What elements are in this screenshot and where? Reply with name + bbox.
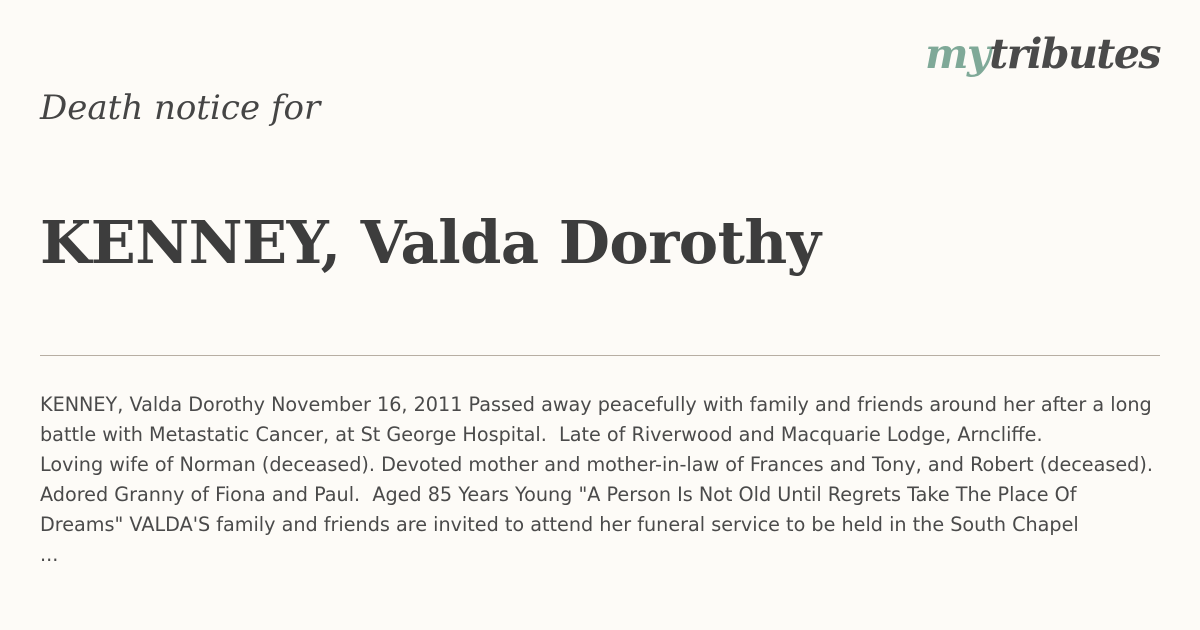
mytributes-logo[interactable]	[925, 30, 1160, 78]
notice-line: Dreams" VALDA'S family and friends are invited to attend her funeral service to be held in the South Chapel	[40, 513, 1079, 536]
logo-tributes-text: tributes	[989, 30, 1160, 78]
notice-body	[40, 390, 1200, 580]
notice-line: battle with Metastatic Cancer, at St George Hospital. Late of Riverwood and Macquarie Lodge, Arncliffe.	[40, 423, 1043, 446]
death-notice-kicker: Death notice for	[40, 88, 321, 128]
divider	[40, 355, 1160, 356]
notice-line: KENNEY, Valda Dorothy November 16, 2011 Passed away peacefully with family and friends around her after a long	[40, 393, 1152, 416]
notice-line: Loving wife of Norman (deceased). Devoted mother and mother-in-law of Frances and Tony, and Robert (deceased).	[40, 453, 1153, 476]
notice-line: Adored Granny of Fiona and Paul. Aged 85 Years Young "A Person Is Not Old Until Regrets Take The Place Of	[40, 483, 1077, 506]
deceased-name: KENNEY, Valda Dorothy	[40, 208, 821, 277]
notice-ellipsis: ...	[40, 543, 59, 566]
logo-my-text: my	[925, 30, 990, 78]
